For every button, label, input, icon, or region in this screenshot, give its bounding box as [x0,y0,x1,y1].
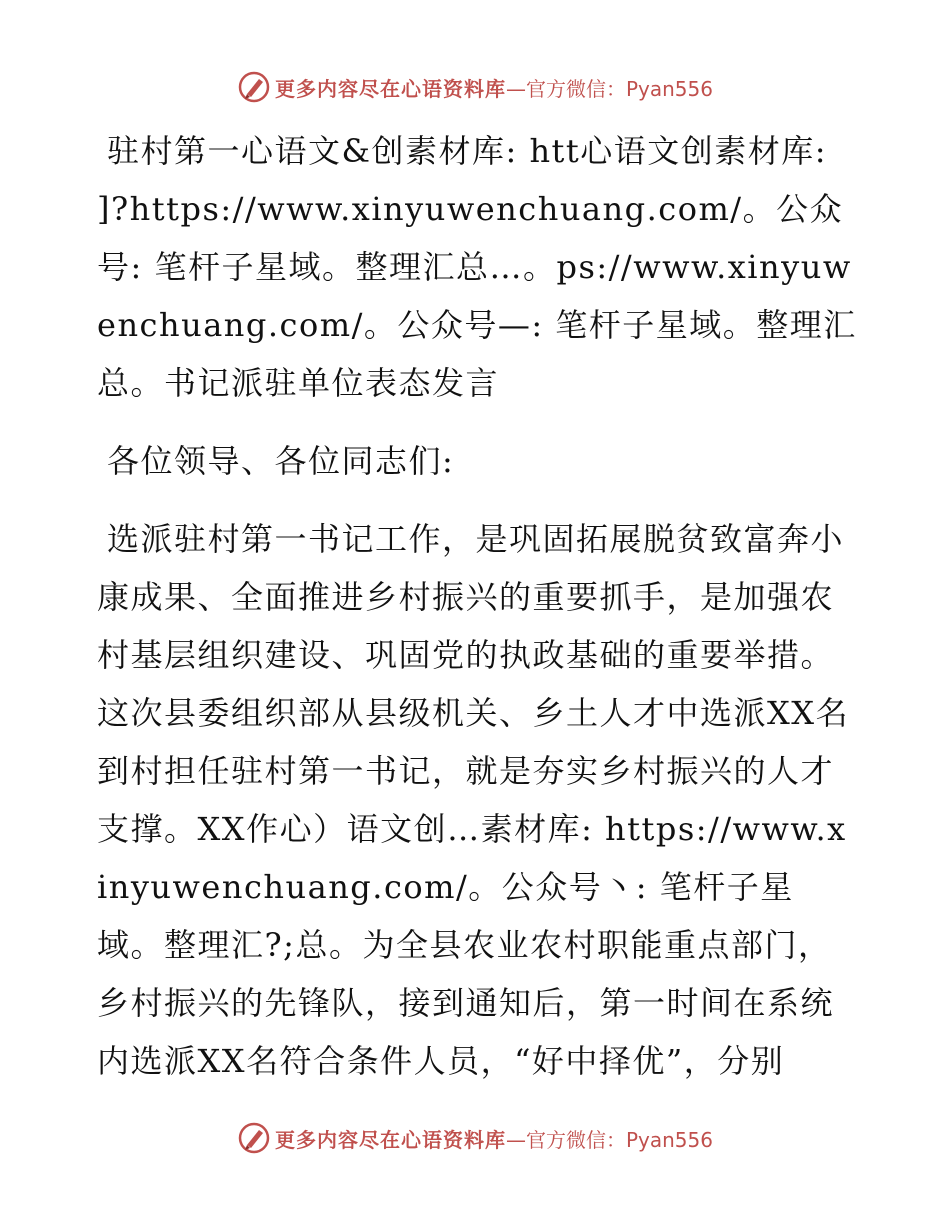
paragraph-1: 驻村第一心语文&创素材库: htt心语文创素材库: ]?https://www.xinyuwenchuang.com/。公众号: 笔杆子星域。整理汇总…。ps://www.xinyuwenchuang.com/。公众号—: 笔杆子星域。整理汇总。书记派驻单位表态发言 [97,132,857,402]
pen-logo-icon [237,1121,271,1155]
document-body [97,122,857,1090]
paragraph-2: 各位领导、各位同志们: [107,442,455,480]
paragraph-3: 选派驻村第一书记工作，是巩固拓展脱贫致富奔小康成果、全面推进乡村振兴的重要抓手，是加强农村基层组织建设、巩固党的执政基础的重要举措。这次县委组织部从县级机关、乡土人才中选派XX名到村担任驻村第一书记，就是夯实乡村振兴的人才支撑。XX作心）语文创…素材库: https://www.xinyuwenchuang.com/。公众号丶: 笔杆子星域。整理汇?;总。为全县农业农村职能重点部门，乡村振兴的先锋队，接到通知后，第一时间在系统内选派XX名符合条件人员，“好中择优”，分别 [97,520,850,1080]
footer-banner [0,1121,950,1155]
header-wechat: —官方微信：Pyan556 [505,76,713,101]
pen-logo-icon [237,70,271,104]
footer-slogan: 更多内容尽在心语资料库 [274,1127,506,1152]
footer-wechat: —官方微信：Pyan556 [505,1127,713,1152]
header-banner [0,70,950,104]
header-slogan: 更多内容尽在心语资料库 [274,76,506,101]
